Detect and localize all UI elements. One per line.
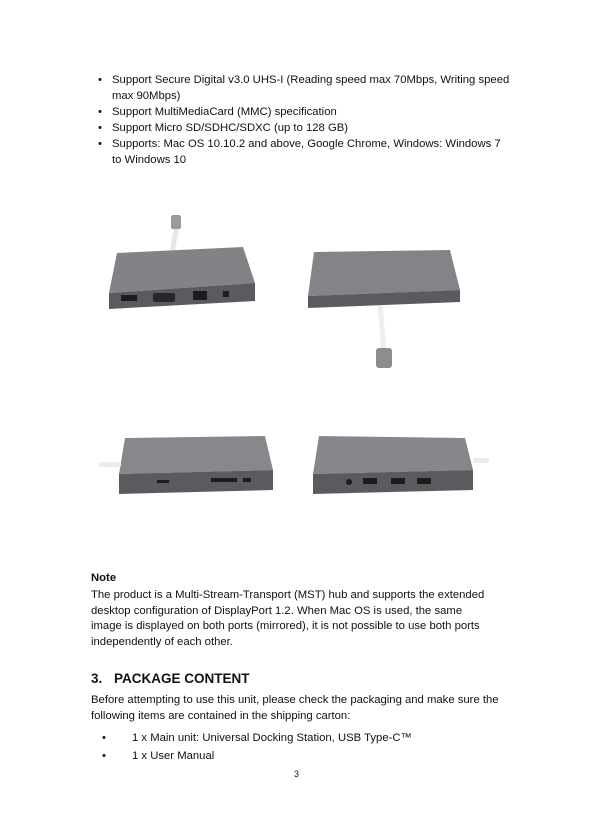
list-item: • Support Secure Digital v3.0 UHS-I (Reading speed max 70Mbps, Writing speed max 90Mbps)	[98, 74, 510, 102]
section-number: 3.	[91, 671, 103, 686]
package-item-text: 1 x User Manual	[132, 750, 215, 762]
page-number: 3	[294, 769, 300, 779]
note-line: image is displayed on both ports (mirrored), it is not possible to use both ports	[91, 620, 480, 632]
feature-text: Support Secure Digital v3.0 UHS-I (Reading speed max 70Mbps, Writing speed max 90Mbps)	[112, 74, 510, 102]
note-line: The product is a Multi-Stream-Transport (MST) hub and supports the extended	[91, 589, 485, 601]
feature-text: Support Micro SD/SDHC/SDXC (up to 128 GB)	[112, 122, 349, 134]
intro-line: Before attempting to use this unit, please check the packaging and make sure the	[91, 694, 499, 706]
dock-side-card-slots-photo	[95, 430, 285, 510]
section-intro	[91, 693, 511, 724]
feature-list	[98, 72, 512, 168]
list-item: • 1 x User Manual	[102, 750, 215, 762]
dock-side-usb-photo	[305, 430, 495, 510]
dock-top-photo	[300, 240, 470, 380]
list-item: • Support Micro SD/SDHC/SDXC (up to 128 GB)	[98, 122, 349, 134]
list-item: • Support MultiMediaCard (MMC) specification	[98, 106, 337, 118]
section-title: PACKAGE CONTENT	[114, 671, 250, 686]
package-item-text: 1 x Main unit: Universal Docking Station, USB Type-C™	[132, 732, 412, 744]
note-body	[91, 588, 511, 650]
package-content-list	[102, 730, 492, 764]
note-line: desktop configuration of DisplayPort 1.2. When Mac OS is used, the same	[91, 604, 463, 617]
feature-text: Supports: Mac OS 10.10.2 and above, Google Chrome, Windows: Windows 7 to Windows 10	[112, 138, 501, 166]
dock-front-photo	[95, 205, 265, 315]
feature-text: Support MultiMediaCard (MMC) specification	[112, 106, 337, 118]
list-item: • Supports: Mac OS 10.10.2 and above, Google Chrome, Windows: Windows 7 to Windows 10	[98, 138, 501, 166]
list-item: • 1 x Main unit: Universal Docking Station, USB Type-C™	[102, 732, 412, 744]
intro-line: following items are contained in the shipping carton:	[91, 709, 351, 722]
note-line: independently of each other.	[91, 635, 233, 648]
note-title: Note	[91, 572, 117, 584]
